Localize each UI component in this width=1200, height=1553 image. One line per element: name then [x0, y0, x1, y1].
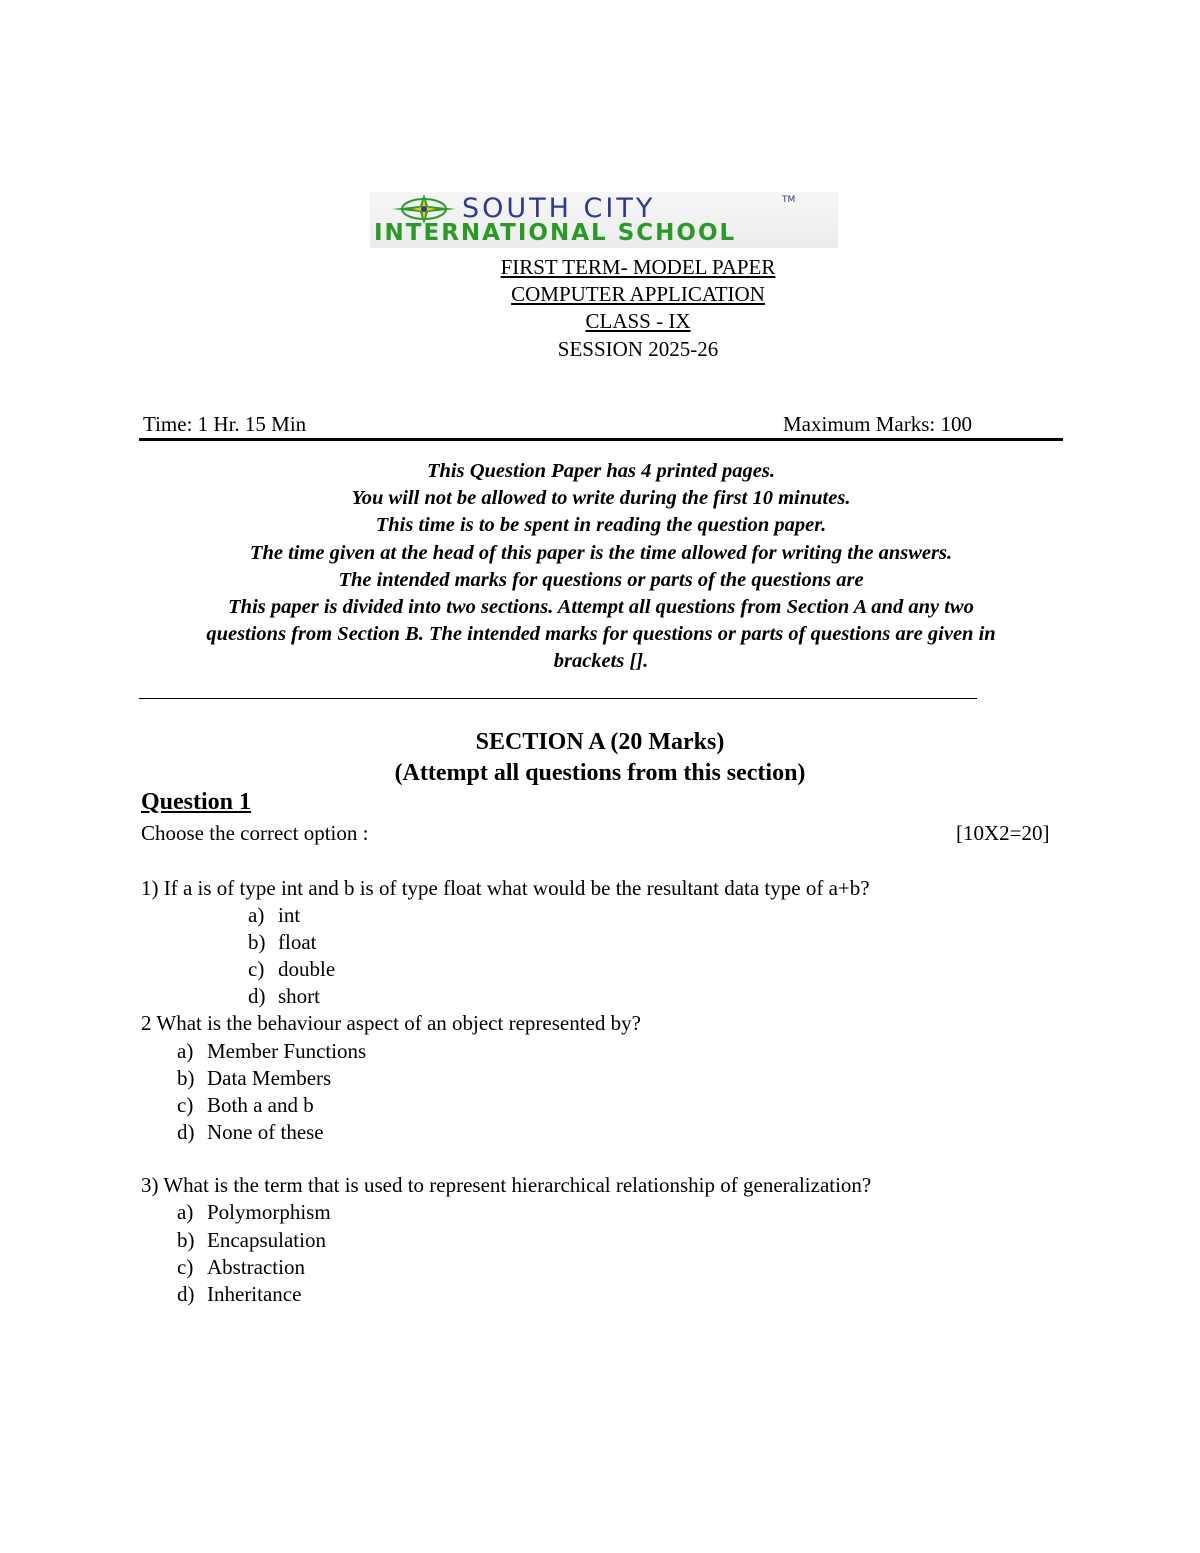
option-label: c) — [177, 1093, 194, 1117]
logo-school-name-bottom: INTERNATIONAL SCHOOL — [374, 220, 737, 246]
option-item — [248, 983, 320, 1010]
option-label: a) — [248, 903, 265, 927]
option-item — [177, 1092, 314, 1119]
option-text: None of these — [207, 1120, 324, 1144]
option-item — [177, 1119, 324, 1146]
paper-subject: COMPUTER APPLICATION — [511, 282, 765, 306]
paper-class: CLASS - IX — [585, 309, 691, 333]
question-text: 3) What is the term that is used to represent hierarchical relationship of generalization? — [141, 1173, 872, 1197]
option-label: a) — [177, 1200, 194, 1224]
exam-meta-line — [139, 410, 1063, 441]
instruction-line: You will not be allowed to write during the first 10 minutes. — [351, 487, 851, 510]
exam-time: Time: 1 Hr. 15 Min — [143, 412, 307, 436]
question-text: 2 What is the behaviour aspect of an object represented by? — [141, 1011, 641, 1035]
question-instruction: Choose the correct option : — [141, 821, 369, 845]
option-label: a) — [177, 1039, 194, 1063]
option-label: c) — [177, 1255, 194, 1279]
option-item — [177, 1038, 366, 1065]
instruction-line: This time is to be spent in reading the question paper. — [375, 514, 827, 537]
question-heading: Question 1 — [141, 789, 252, 815]
option-text: Inheritance — [207, 1282, 302, 1306]
option-item — [177, 1227, 326, 1254]
option-item — [177, 1281, 301, 1308]
instruction-line: This Question Paper has 4 printed pages. — [427, 460, 775, 482]
logo-school-name-top: SOUTH CITY — [462, 193, 656, 224]
option-text: short — [278, 984, 320, 1008]
section-a-subtitle: (Attempt all questions from this section) — [394, 760, 806, 786]
option-label: d) — [177, 1120, 195, 1144]
instruction-line: The time given at the head of this paper is the time allowed for writing the answers. — [249, 541, 953, 564]
option-item — [177, 1065, 331, 1092]
question-text: 1) If a is of type int and b is of type float what would be the resultant data type of a+b? — [141, 876, 870, 900]
option-label: b) — [248, 930, 266, 954]
question-marks: [10X2=20] — [956, 821, 1050, 845]
option-text: Polymorphism — [207, 1200, 331, 1224]
maximum-marks: Maximum Marks: 100 — [783, 412, 972, 436]
option-item — [248, 929, 316, 956]
instruction-line: brackets []. — [553, 650, 649, 673]
paper-title: FIRST TERM- MODEL PAPER — [500, 255, 776, 279]
instruction-line: questions from Section B. The intended marks for questions or parts of questions are given in — [206, 623, 996, 646]
option-text: Data Members — [207, 1066, 332, 1090]
paper-session: SESSION 2025-26 — [557, 337, 719, 361]
logo-trademark: TM — [782, 195, 796, 205]
option-item — [177, 1254, 305, 1281]
general-instructions — [139, 458, 1063, 676]
option-text: int — [278, 903, 301, 927]
option-text: float — [278, 930, 317, 954]
option-label: b) — [177, 1066, 195, 1090]
divider — [139, 698, 977, 699]
option-item — [248, 956, 335, 983]
option-label: b) — [177, 1228, 195, 1252]
option-text: Abstraction — [207, 1255, 305, 1279]
option-item — [177, 1199, 331, 1226]
option-label: c) — [248, 957, 265, 981]
option-label: d) — [177, 1282, 195, 1306]
instruction-line: This paper is divided into two sections. Attempt all questions from Section A and any two — [228, 596, 974, 619]
option-text: Member Functions — [207, 1039, 367, 1063]
option-text: Encapsulation — [207, 1228, 326, 1252]
section-a-title: SECTION A (20 Marks) — [475, 729, 725, 755]
option-text: Both a and b — [207, 1093, 314, 1117]
school-logo — [370, 192, 838, 248]
option-label: d) — [248, 984, 266, 1008]
instruction-line: The intended marks for questions or parts of the questions are — [338, 568, 864, 591]
option-item — [248, 902, 300, 929]
option-text: double — [278, 957, 336, 981]
